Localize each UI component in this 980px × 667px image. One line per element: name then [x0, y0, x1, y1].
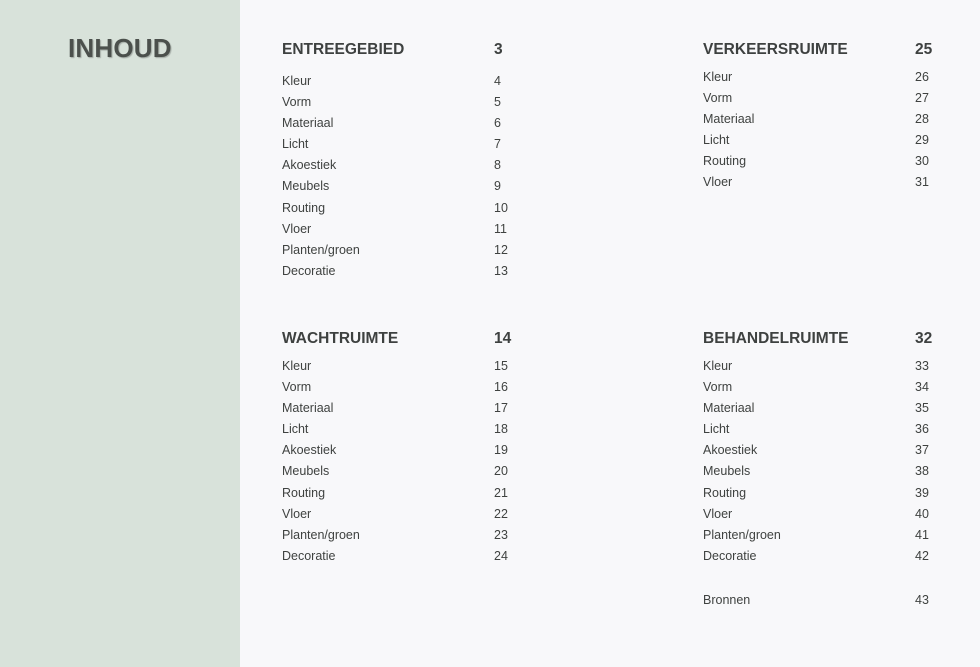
toc-entry[interactable] [282, 201, 522, 222]
toc-entry-page-number: 41 [915, 527, 929, 542]
toc-entry-page-number: 21 [494, 485, 508, 500]
section-item-list [703, 359, 943, 570]
toc-entry[interactable] [282, 464, 522, 485]
toc-entry-page-number: 24 [494, 548, 508, 563]
toc-entry[interactable] [703, 91, 943, 112]
toc-entry-page-number: 15 [494, 359, 508, 373]
toc-entry-page-number: 10 [494, 200, 508, 215]
toc-entry-label: Routing [282, 485, 326, 500]
toc-entry[interactable] [703, 133, 943, 154]
page-title: INHOUD [68, 33, 172, 63]
section-title: WACHTRUIMTE [282, 330, 399, 347]
toc-entry-page-number: 40 [915, 506, 929, 521]
toc-entry-label: Materiaal [703, 112, 755, 127]
toc-entry-page-number: 28 [915, 112, 929, 127]
toc-entry-label: Vorm [703, 91, 733, 106]
section-header[interactable] [703, 330, 943, 354]
toc-entry-label: Licht [282, 422, 309, 437]
toc-entry[interactable] [282, 74, 522, 95]
toc-entry[interactable] [703, 549, 943, 570]
toc-entry-page-number: 43 [915, 593, 929, 607]
section-page-number: 14 [494, 330, 512, 347]
toc-entry-bronnen[interactable] [703, 593, 943, 611]
toc-entry-page-number: 11 [494, 221, 507, 236]
toc-entry[interactable] [282, 486, 522, 507]
toc-entry-label: Routing [703, 154, 747, 169]
toc-entry-label: Decoratie [282, 548, 336, 563]
toc-entry[interactable] [703, 154, 943, 175]
toc-section-verkeersruimte [703, 41, 943, 197]
toc-entry-page-number: 16 [494, 380, 508, 395]
toc-entry-label: Meubels [282, 179, 330, 194]
toc-entry-label: Akoestiek [282, 443, 337, 458]
toc-entry-label: Planten/groen [282, 527, 360, 542]
toc-entry-page-number: 42 [915, 548, 929, 563]
toc-entry[interactable] [703, 175, 943, 196]
toc-entry[interactable] [703, 359, 943, 380]
toc-entry[interactable] [282, 528, 522, 549]
toc-entry[interactable] [703, 380, 943, 401]
toc-entry-label: Planten/groen [703, 527, 781, 542]
toc-entry-page-number: 26 [915, 70, 929, 84]
toc-entry[interactable] [703, 486, 943, 507]
toc-section-entreegebied [282, 41, 522, 285]
toc-entry-page-number: 35 [915, 401, 929, 416]
toc-entry-label: Vorm [703, 380, 733, 395]
toc-entry[interactable] [282, 95, 522, 116]
toc-entry[interactable] [703, 401, 943, 422]
toc-entry-page-number: 34 [915, 380, 929, 395]
toc-entry-label: Kleur [282, 74, 312, 88]
toc-entry-label: Vloer [703, 506, 733, 521]
section-item-list [282, 359, 522, 570]
toc-entry-page-number: 23 [494, 527, 508, 542]
toc-entry-page-number: 22 [494, 506, 508, 521]
toc-entry-label: Materiaal [282, 116, 334, 131]
toc-entry[interactable] [282, 359, 522, 380]
toc-entry-label: Akoestiek [703, 443, 758, 458]
toc-entry-label: Routing [703, 485, 747, 500]
toc-entry[interactable] [282, 422, 522, 443]
section-header[interactable] [703, 41, 943, 65]
toc-entry-label: Akoestiek [282, 158, 337, 173]
toc-entry[interactable] [282, 243, 522, 264]
toc-entry-label: Routing [282, 200, 326, 215]
toc-entry-label: Vorm [282, 380, 312, 395]
section-item-list [703, 70, 943, 197]
toc-entry-page-number: 30 [915, 154, 929, 169]
toc-entry[interactable] [282, 549, 522, 570]
section-page-number: 3 [494, 41, 503, 58]
toc-entry[interactable] [282, 401, 522, 422]
toc-entry-page-number: 39 [915, 485, 929, 500]
toc-entry[interactable] [282, 116, 522, 137]
toc-entry-page-number: 20 [494, 464, 508, 479]
toc-entry-page-number: 12 [494, 242, 508, 257]
toc-entry-page-number: 8 [494, 158, 501, 173]
toc-entry-label: Bronnen [703, 593, 751, 607]
toc-entry[interactable] [703, 422, 943, 443]
toc-section-behandelruimte [703, 330, 943, 570]
toc-entry-page-number: 4 [494, 74, 501, 88]
toc-entry-label: Planten/groen [282, 242, 360, 257]
section-title: BEHANDELRUIMTE [703, 330, 849, 347]
toc-entry-label: Licht [282, 137, 309, 152]
toc-entry[interactable] [703, 528, 943, 549]
toc-entry-page-number: 38 [915, 464, 929, 479]
toc-entry-label: Kleur [282, 359, 312, 373]
toc-entry-page-number: 9 [494, 179, 501, 194]
toc-entry[interactable] [282, 222, 522, 243]
toc-entry-page-number: 37 [915, 443, 929, 458]
toc-entry[interactable] [282, 264, 522, 285]
toc-entry[interactable] [282, 507, 522, 528]
toc-entry-label: Vloer [282, 506, 312, 521]
toc-entry[interactable] [282, 380, 522, 401]
toc-entry-label: Kleur [703, 70, 733, 84]
toc-entry-label: Decoratie [282, 263, 336, 278]
toc-entry-label: Licht [703, 422, 730, 437]
toc-entry-page-number: 33 [915, 359, 929, 373]
section-page-number: 32 [915, 330, 933, 347]
toc-entry-label: Kleur [703, 359, 733, 373]
sidebar-panel [0, 0, 240, 667]
toc-entry-label: Materiaal [282, 401, 334, 416]
toc-entry-page-number: 13 [494, 263, 508, 278]
toc-entry-label: Vorm [282, 95, 312, 110]
section-header[interactable] [282, 41, 522, 65]
toc-entry-page-number: 29 [915, 133, 929, 148]
toc-entry-page-number: 36 [915, 422, 929, 437]
toc-section-wachtruimte [282, 330, 522, 570]
section-header[interactable] [282, 330, 522, 354]
toc-entry-label: Meubels [703, 464, 751, 479]
section-page-number: 25 [915, 41, 933, 58]
toc-entry-page-number: 19 [494, 443, 508, 458]
toc-entry[interactable] [282, 137, 522, 158]
toc-entry[interactable] [282, 158, 522, 179]
toc-entry-label: Decoratie [703, 548, 757, 563]
section-item-list [282, 74, 522, 285]
toc-entry[interactable] [282, 443, 522, 464]
toc-entry-page-number: 18 [494, 422, 508, 437]
toc-entry[interactable] [703, 443, 943, 464]
toc-entry-page-number: 6 [494, 116, 501, 131]
toc-entry-label: Meubels [282, 464, 330, 479]
toc-entry-label: Vloer [703, 175, 733, 190]
toc-entry-page-number: 7 [494, 137, 501, 152]
toc-entry[interactable] [703, 70, 943, 91]
toc-entry-label: Vloer [282, 221, 312, 236]
toc-entry-page-number: 5 [494, 95, 501, 110]
section-title: ENTREEGEBIED [282, 41, 405, 58]
toc-entry-label: Licht [703, 133, 730, 148]
toc-entry[interactable] [703, 112, 943, 133]
section-title: VERKEERSRUIMTE [703, 41, 848, 58]
toc-entry-label: Materiaal [703, 401, 755, 416]
toc-entry[interactable] [703, 507, 943, 528]
toc-entry-page-number: 17 [494, 401, 508, 416]
toc-entry[interactable] [282, 179, 522, 200]
toc-entry-page-number: 27 [915, 91, 929, 106]
toc-entry-page-number: 31 [915, 175, 929, 190]
toc-entry[interactable] [703, 464, 943, 485]
